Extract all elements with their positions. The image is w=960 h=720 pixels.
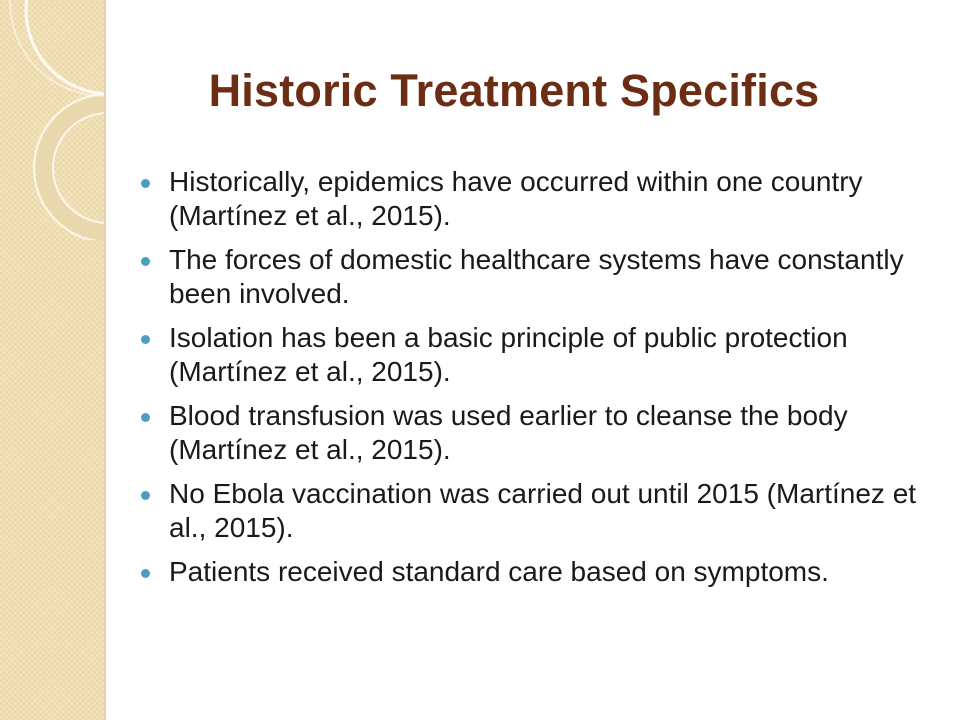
bullet-text: The forces of domestic healthcare systems have constantly been involved. xyxy=(169,244,904,309)
bullet-text: Patients received standard care based on symptoms. xyxy=(169,556,829,587)
bullet-item xyxy=(140,399,940,467)
decorative-circles xyxy=(0,0,106,240)
bullet-item xyxy=(140,243,940,311)
bullet-text: Blood transfusion was used earlier to cleanse the body (Martínez et al., 2015). xyxy=(169,400,848,465)
slide-title: Historic Treatment Specifics xyxy=(208,65,820,116)
bullet-dot-icon xyxy=(141,491,150,500)
bullet-item xyxy=(140,321,940,389)
bullet-dot-icon xyxy=(141,413,150,422)
decorative-side-band xyxy=(0,0,106,720)
bullet-dot-icon xyxy=(141,257,150,266)
bullet-text: Isolation has been a basic principle of public protection (Martínez et al., 2015). xyxy=(169,322,848,387)
bullet-text: No Ebola vaccination was carried out until 2015 (Martínez et al., 2015). xyxy=(169,478,917,543)
bullet-item xyxy=(140,165,940,233)
bullet-dot-icon xyxy=(141,335,150,344)
bullet-dot-icon xyxy=(141,179,150,188)
bullet-text: Historically, epidemics have occurred within one country (Martínez et al., 2015). xyxy=(169,166,863,231)
bullet-item xyxy=(140,555,940,589)
bullet-item xyxy=(140,477,940,545)
bullet-dot-icon xyxy=(141,569,150,578)
bullet-list xyxy=(140,165,940,599)
